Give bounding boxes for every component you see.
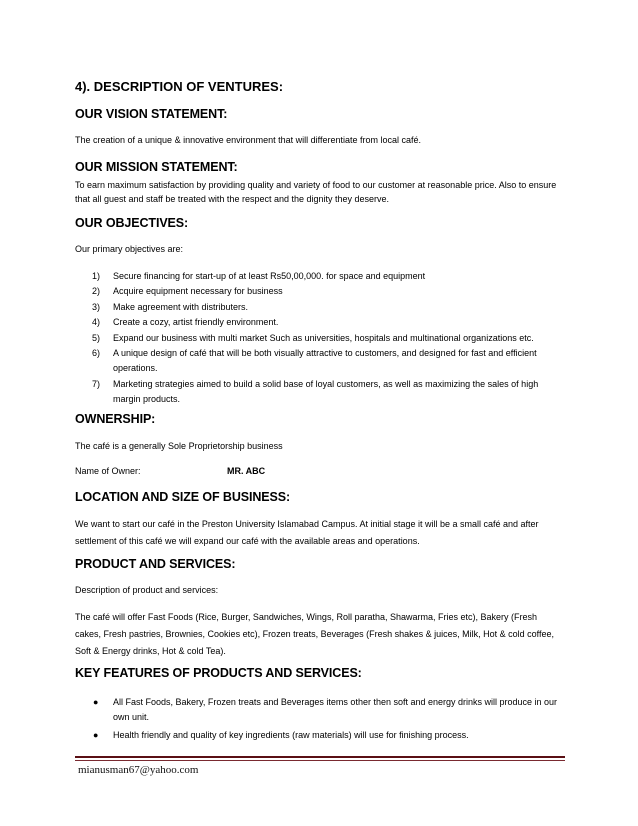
mission-text: To earn maximum satisfaction by providing quality and variety of food to our customer at reasonable price. Also to ensure that all guest and staff be treated with the respect and the dignity they deserve.	[75, 180, 557, 204]
list-item	[75, 315, 565, 330]
list-item	[75, 346, 565, 377]
vision-title: OUR VISION STATEMENT:	[75, 107, 228, 121]
ownership-title: OWNERSHIP:	[75, 412, 156, 426]
location-title: LOCATION AND SIZE OF BUSINESS:	[75, 490, 291, 504]
item-number: 1)	[92, 271, 101, 281]
objectives-list	[75, 269, 565, 408]
footer-divider-thin	[75, 760, 565, 761]
item-text: Create a cozy, artist friendly environment.	[113, 317, 279, 328]
list-item	[75, 269, 565, 284]
products-intro: Description of product and services:	[75, 585, 219, 595]
item-text: Marketing strategies aimed to build a solid base of loyal customers, as well as maximizing the sales of high margin products.	[113, 378, 539, 405]
features-list	[75, 695, 565, 745]
owner-value: MR. ABC	[227, 466, 266, 476]
list-item	[75, 695, 565, 726]
features-title: KEY FEATURES OF PRODUCTS AND SERVICES:	[75, 666, 362, 680]
item-text: Acquire equipment necessary for business	[113, 286, 283, 297]
list-item	[75, 300, 565, 315]
objectives-title: OUR OBJECTIVES:	[75, 216, 189, 230]
products-title: PRODUCT AND SERVICES:	[75, 557, 236, 571]
ownership-text: The café is a generally Sole Proprietorship business	[75, 441, 283, 451]
list-item	[75, 284, 565, 299]
item-number: 5)	[92, 332, 101, 343]
item-text: All Fast Foods, Bakery, Frozen treats and Beverages items other then soft and energy drinks will produce in our own unit.	[113, 697, 558, 723]
owner-row	[75, 466, 265, 476]
products-text: The café will offer Fast Foods (Rice, Burger, Sandwiches, Wings, Roll paratha, Shawarma, Fries etc), Bakery (Fresh cakes, Fresh pastries, Brownies, Cookies etc), Frozen treats, Beverages (Fresh shakes & juices, Milk, Hot & cold coffee, Soft & Energy drinks, Hot & cold Tea).	[75, 612, 555, 656]
objectives-intro: Our primary objectives are:	[75, 244, 184, 254]
item-text: Secure financing for start-up of at least Rs50,00,000. for space and equipment	[113, 271, 426, 281]
item-number: 2)	[92, 286, 101, 297]
item-text: Make agreement with distributers.	[113, 301, 249, 312]
list-item	[75, 331, 565, 346]
item-number: 7)	[92, 378, 101, 389]
owner-label: Name of Owner:	[75, 466, 141, 476]
page-heading: 4). DESCRIPTION OF VENTURES:	[75, 79, 284, 94]
vision-text: The creation of a unique & innovative environment that will differentiate from local café.	[75, 135, 422, 145]
mission-title: OUR MISSION STATEMENT:	[75, 160, 238, 174]
list-item	[75, 377, 565, 408]
location-text: We want to start our café in the Preston University Islamabad Campus. At initial stage it will be a small café and after settlement of this café we will expand our café with the available areas and operations.	[75, 519, 539, 546]
footer-divider	[75, 756, 565, 758]
item-text: Expand our business with multi market Such as universities, hospitals and multinational organizations etc.	[113, 332, 534, 343]
bullet-icon: ●	[93, 729, 99, 740]
item-number: 4)	[92, 317, 101, 328]
item-text: A unique design of café that will be both visually attractive to customers, and designed for fast and efficient operations.	[113, 348, 537, 374]
item-text: Health friendly and quality of key ingredients (raw materials) will use for finishing process.	[113, 729, 469, 740]
item-number: 6)	[92, 348, 101, 359]
footer-email: mianusman67@yahoo.com	[78, 764, 199, 776]
item-number: 3)	[92, 301, 101, 312]
bullet-icon: ●	[93, 697, 99, 707]
list-item	[75, 728, 565, 743]
